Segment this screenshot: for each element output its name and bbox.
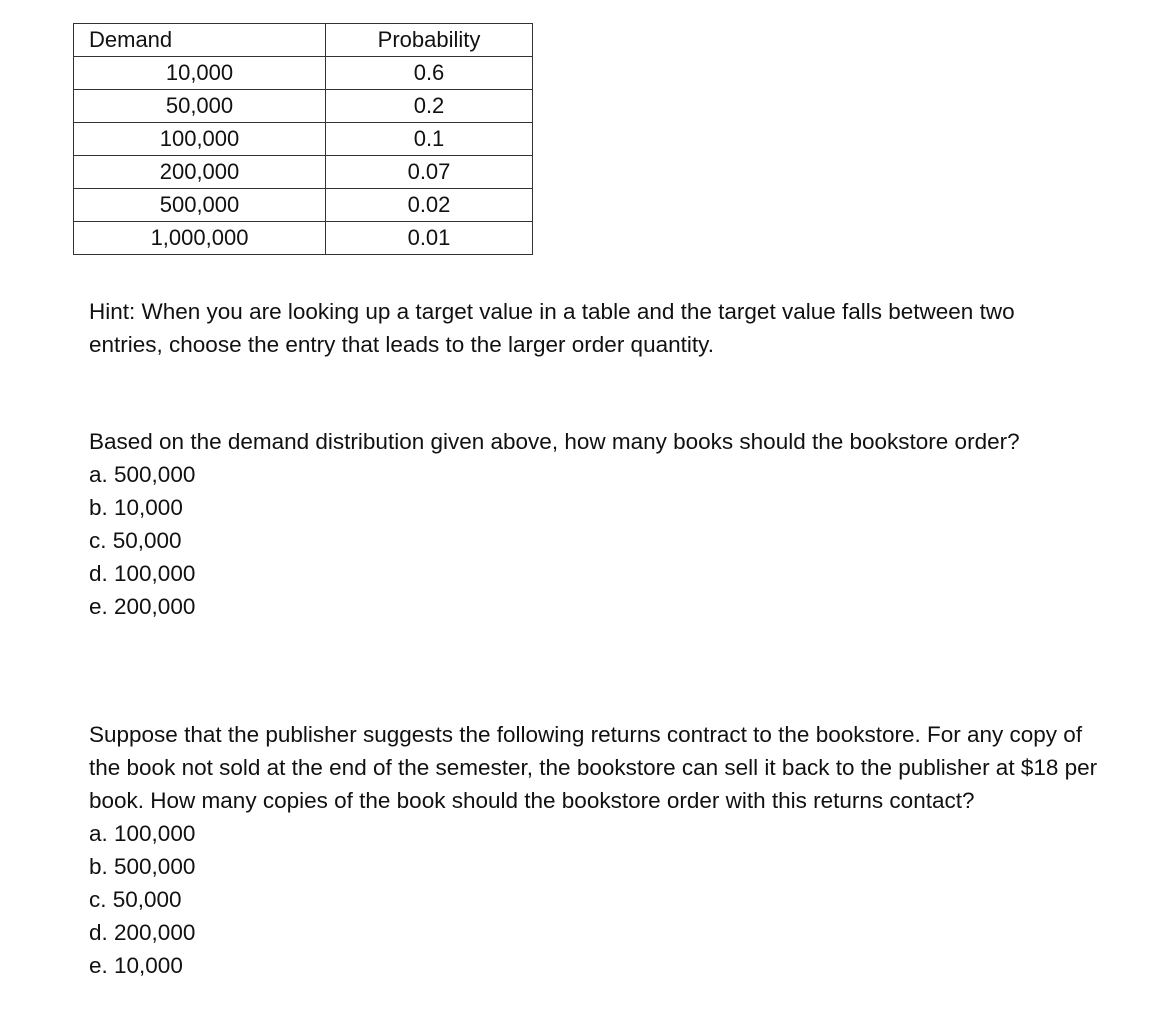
probability-cell: 0.07 bbox=[326, 156, 533, 189]
demand-cell: 200,000 bbox=[74, 156, 326, 189]
option-d: d. 100,000 bbox=[89, 561, 196, 586]
probability-cell: 0.01 bbox=[326, 222, 533, 255]
option-c: c. 50,000 bbox=[89, 887, 182, 912]
option-b: b. 10,000 bbox=[89, 495, 183, 520]
probability-column-header: Probability bbox=[326, 24, 533, 57]
table-header-row bbox=[74, 24, 533, 57]
demand-cell: 1,000,000 bbox=[74, 222, 326, 255]
question-1 bbox=[89, 425, 1089, 623]
option-b: b. 500,000 bbox=[89, 854, 196, 879]
demand-distribution-table bbox=[73, 23, 533, 255]
probability-cell: 0.1 bbox=[326, 123, 533, 156]
option-a: a. 100,000 bbox=[89, 821, 196, 846]
question-2 bbox=[89, 718, 1119, 982]
demand-cell: 500,000 bbox=[74, 189, 326, 222]
option-e: e. 200,000 bbox=[89, 594, 196, 619]
table-row bbox=[74, 123, 533, 156]
demand-column-header: Demand bbox=[74, 24, 326, 57]
hint-text: Hint: When you are looking up a target value in a table and the target value falls between two entries, choose the entry that leads to the larger order quantity. bbox=[89, 299, 1015, 357]
question-2-options bbox=[89, 817, 1119, 982]
table-row bbox=[74, 156, 533, 189]
probability-cell: 0.6 bbox=[326, 57, 533, 90]
demand-cell: 10,000 bbox=[74, 57, 326, 90]
table-row bbox=[74, 90, 533, 123]
option-a: a. 500,000 bbox=[89, 462, 196, 487]
question-1-text: Based on the demand distribution given above, how many books should the bookstore order? bbox=[89, 429, 1020, 454]
demand-cell: 50,000 bbox=[74, 90, 326, 123]
hint-paragraph bbox=[89, 295, 1089, 361]
table-row bbox=[74, 189, 533, 222]
demand-cell: 100,000 bbox=[74, 123, 326, 156]
table-row bbox=[74, 57, 533, 90]
question-2-text: Suppose that the publisher suggests the following returns contract to the bookstore. For any copy of the book not sold at the end of the semester, the bookstore can sell it back to the publisher at $18 per book. How many copies of the book should the bookstore order with this returns contact? bbox=[89, 722, 1098, 813]
probability-cell: 0.02 bbox=[326, 189, 533, 222]
probability-cell: 0.2 bbox=[326, 90, 533, 123]
option-c: c. 50,000 bbox=[89, 528, 182, 553]
question-1-options bbox=[89, 458, 1089, 623]
option-e: e. 10,000 bbox=[89, 953, 183, 978]
option-d: d. 200,000 bbox=[89, 920, 196, 945]
table-row bbox=[74, 222, 533, 255]
